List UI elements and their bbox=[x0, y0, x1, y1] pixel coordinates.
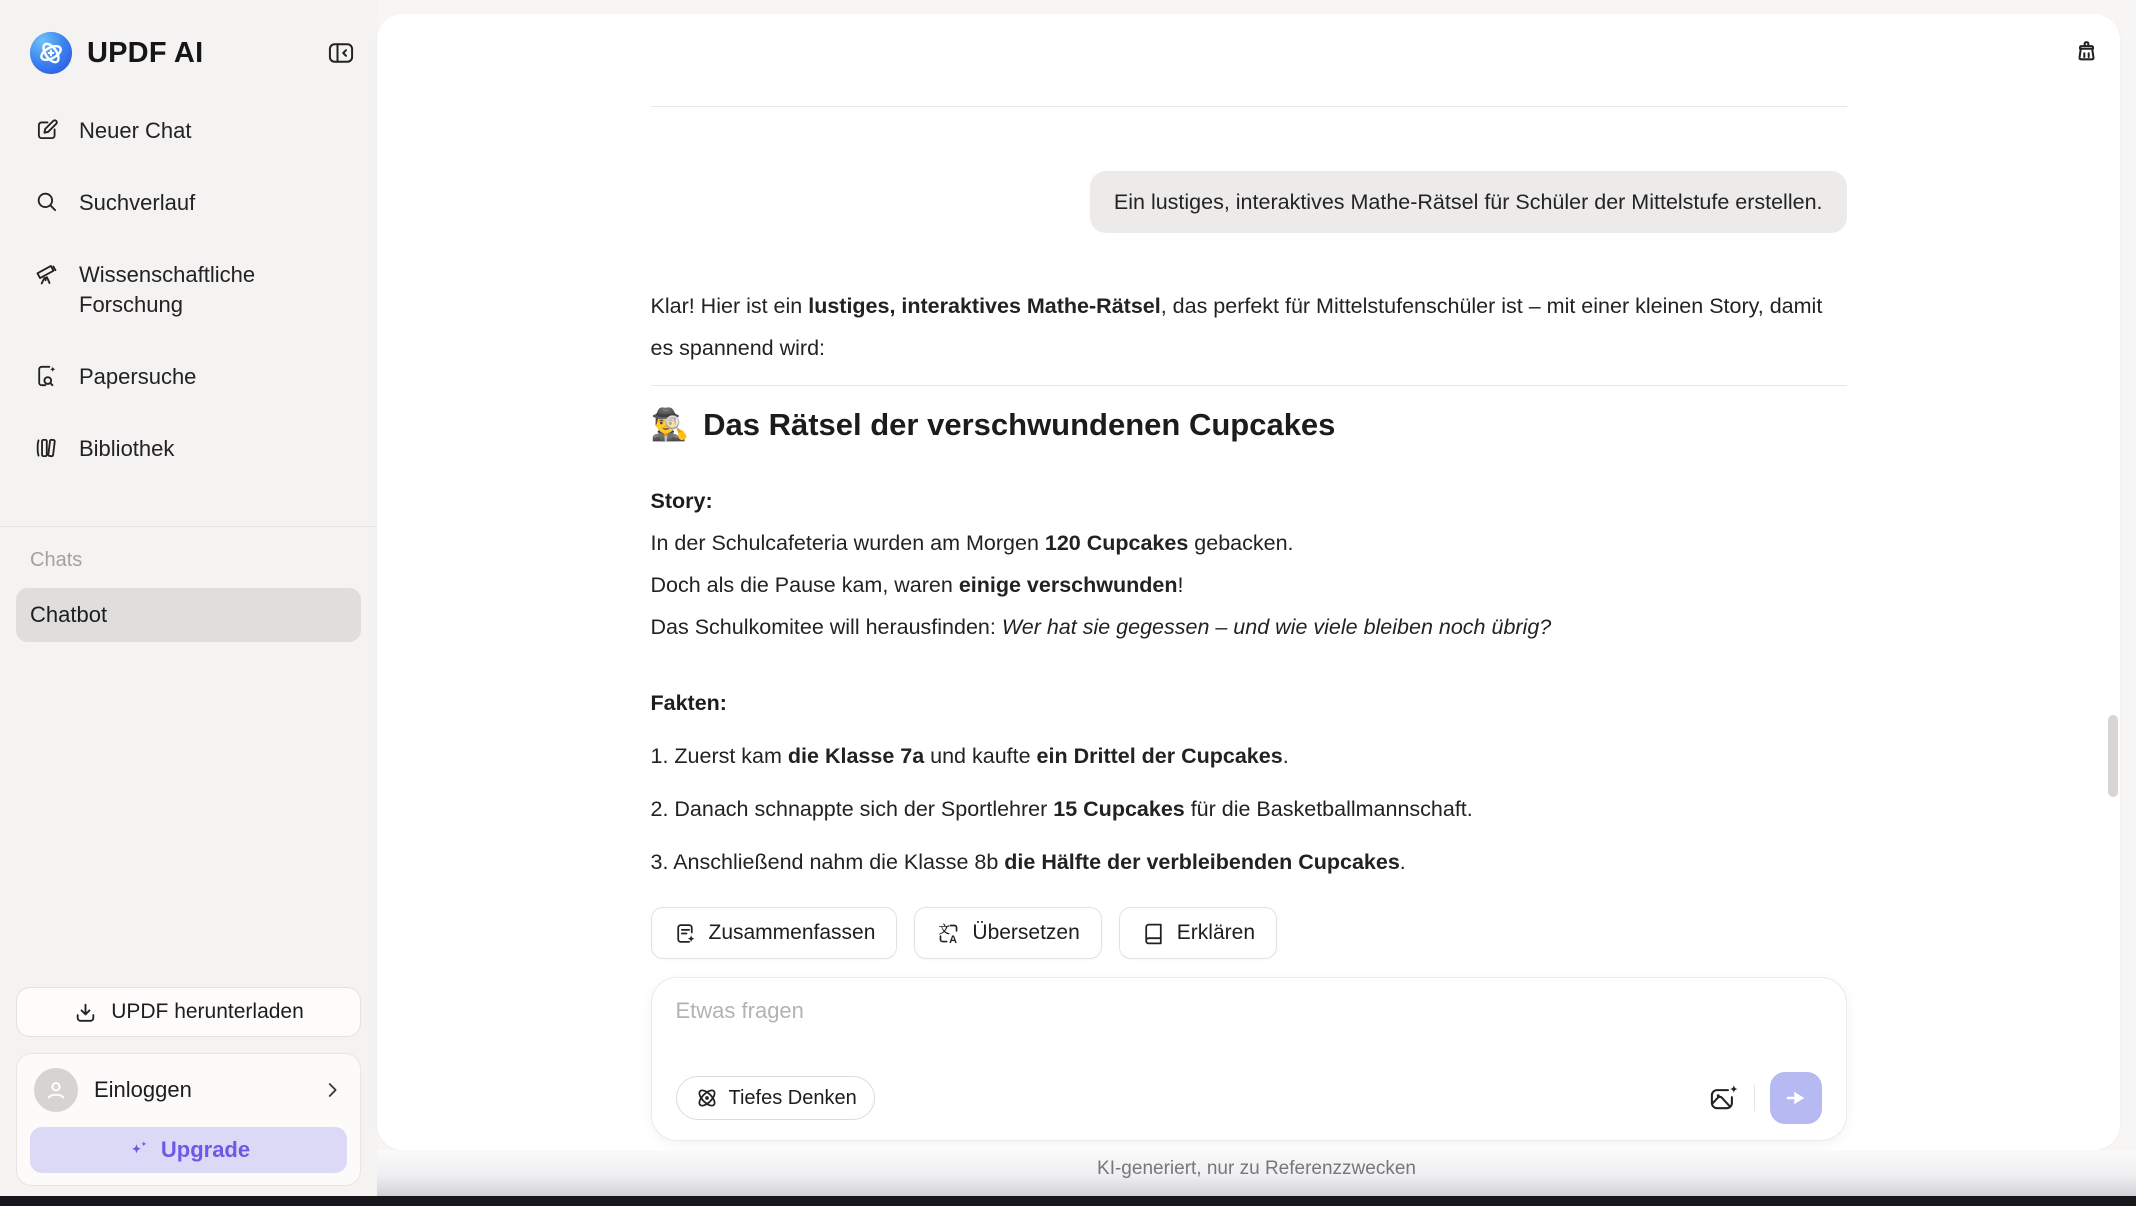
action-label: Erklären bbox=[1176, 921, 1255, 944]
riddle-title-text: Das Rätsel der verschwundenen Cupcakes bbox=[703, 407, 1336, 442]
sidebar bbox=[0, 0, 377, 1206]
sidebar-item-neuer-chat[interactable] bbox=[0, 116, 377, 146]
sidebar-item-suchverlauf[interactable] bbox=[0, 188, 377, 218]
user-message-bubble: Ein lustiges, interaktives Mathe-Rätsel für Schüler der Mittelstufe erstellen. bbox=[1090, 171, 1847, 233]
broom-icon bbox=[2071, 38, 2102, 69]
riddle-title bbox=[651, 402, 1847, 448]
composer bbox=[651, 977, 1847, 1141]
sidebar-collapse-button[interactable] bbox=[327, 39, 355, 67]
atom-icon bbox=[694, 1085, 720, 1111]
sidebar-item-bibliothek[interactable] bbox=[0, 434, 377, 464]
chat-item-label: Chatbot bbox=[30, 602, 108, 627]
chats-section-label: Chats bbox=[30, 549, 83, 571]
upgrade-button[interactable] bbox=[30, 1127, 347, 1173]
compose-icon bbox=[34, 117, 60, 143]
nav-label: Neuer Chat bbox=[79, 118, 192, 143]
brand-name: UPDF AI bbox=[87, 36, 204, 69]
quick-actions bbox=[651, 907, 1847, 959]
chat-panel bbox=[377, 14, 2120, 1150]
message-divider bbox=[651, 106, 1847, 107]
telescope-icon bbox=[34, 261, 60, 287]
download-label: UPDF herunterladen bbox=[111, 1000, 304, 1023]
summarize-button[interactable] bbox=[651, 907, 898, 959]
image-upload-button[interactable] bbox=[1708, 1083, 1739, 1114]
image-icon bbox=[1708, 1083, 1739, 1114]
nav-label: Suchverlauf bbox=[79, 190, 196, 215]
scrollbar-thumb[interactable] bbox=[2108, 715, 2118, 797]
sidebar-item-papersuche[interactable] bbox=[0, 362, 377, 392]
sidebar-nav bbox=[0, 116, 377, 464]
nav-label: Wissenschaftliche Forschung bbox=[79, 262, 256, 317]
panel-collapse-icon bbox=[327, 39, 355, 67]
story-title: Story: bbox=[650, 489, 713, 513]
nav-label: Papersuche bbox=[79, 364, 197, 389]
chevron-right-icon bbox=[321, 1079, 343, 1101]
download-icon bbox=[73, 1000, 98, 1025]
explain-button[interactable] bbox=[1119, 907, 1277, 959]
sidebar-bottom bbox=[16, 987, 361, 1186]
sidebar-item-wissenschaftliche-forschung[interactable] bbox=[0, 260, 377, 320]
book-icon bbox=[1141, 921, 1166, 946]
prompt-input[interactable] bbox=[676, 998, 1822, 1056]
deep-thinking-label: Tiefes Denken bbox=[728, 1086, 857, 1109]
paper-search-icon bbox=[34, 363, 60, 389]
facts-list bbox=[651, 735, 1847, 883]
avatar bbox=[34, 1068, 78, 1112]
translate-icon bbox=[936, 921, 961, 946]
main-area bbox=[377, 0, 2136, 1206]
story-line: In der Schulcafeteria wurden am Morgen 120 Cupcakes gebacken. bbox=[650, 531, 1294, 555]
login-row[interactable] bbox=[30, 1066, 347, 1114]
assistant-intro: Klar! Hier ist ein lustiges, interaktives Mathe-Rätsel, das perfekt für Mittelstufenschüler ist – mit einer kleinen Story, damit es spannend wird: bbox=[650, 294, 1823, 360]
fact-item: 2. Danach schnappte sich der Sportlehrer 15 Cupcakes für die Basketballmannschaft. bbox=[650, 797, 1473, 821]
search-icon bbox=[34, 189, 60, 215]
sparkles-icon bbox=[127, 1138, 151, 1162]
sidebar-chat-chatbot[interactable] bbox=[16, 588, 361, 642]
upgrade-label: Upgrade bbox=[160, 1137, 251, 1162]
translate-button[interactable] bbox=[914, 907, 1101, 959]
story-line: Doch als die Pause kam, waren einige verschwunden! bbox=[650, 573, 1184, 597]
library-icon bbox=[34, 435, 60, 461]
fact-item: 1. Zuerst kam die Klasse 7a und kaufte ein Drittel der Cupcakes. bbox=[650, 744, 1289, 768]
action-label: Übersetzen bbox=[972, 921, 1080, 944]
composer-right bbox=[1708, 1072, 1822, 1124]
toolbar-divider bbox=[1754, 1085, 1755, 1111]
updf-logo-icon bbox=[28, 30, 74, 76]
section-divider bbox=[651, 385, 1847, 386]
summarize-icon bbox=[673, 921, 698, 946]
deep-thinking-toggle[interactable] bbox=[676, 1076, 875, 1120]
fact-item: 3. Anschließend nahm die Klasse 8b die Hälfte der verbleibenden Cupcakes. bbox=[650, 850, 1406, 874]
sidebar-divider bbox=[0, 526, 377, 527]
window-bottom-edge bbox=[0, 1196, 2136, 1206]
download-updf-button[interactable] bbox=[16, 987, 361, 1037]
footer-area bbox=[377, 1150, 2136, 1196]
brand bbox=[28, 30, 203, 76]
facts-title: Fakten: bbox=[650, 691, 727, 715]
login-card bbox=[16, 1053, 361, 1186]
sidebar-header bbox=[0, 0, 377, 76]
svg-text:文: 文 bbox=[939, 922, 951, 936]
clear-chat-button[interactable] bbox=[2071, 38, 2102, 69]
send-button[interactable] bbox=[1770, 1072, 1822, 1124]
story-line: Das Schulkomitee will herausfinden: Wer hat sie gegessen – und wie viele bleiben noch übrig? bbox=[650, 615, 1552, 639]
chat-content bbox=[651, 106, 1847, 1141]
login-label: Einloggen bbox=[94, 1077, 192, 1102]
action-label: Zusammenfassen bbox=[708, 921, 876, 944]
ai-disclaimer: KI-generiert, nur zu Referenzzwecken bbox=[1097, 1158, 1416, 1179]
detective-emoji: 🕵️‍♂️ bbox=[650, 407, 690, 442]
send-icon bbox=[1783, 1085, 1809, 1111]
svg-text:A: A bbox=[949, 933, 958, 946]
composer-toolbar bbox=[676, 1072, 1822, 1124]
nav-label: Bibliothek bbox=[79, 436, 175, 461]
user-message-row bbox=[651, 171, 1847, 233]
